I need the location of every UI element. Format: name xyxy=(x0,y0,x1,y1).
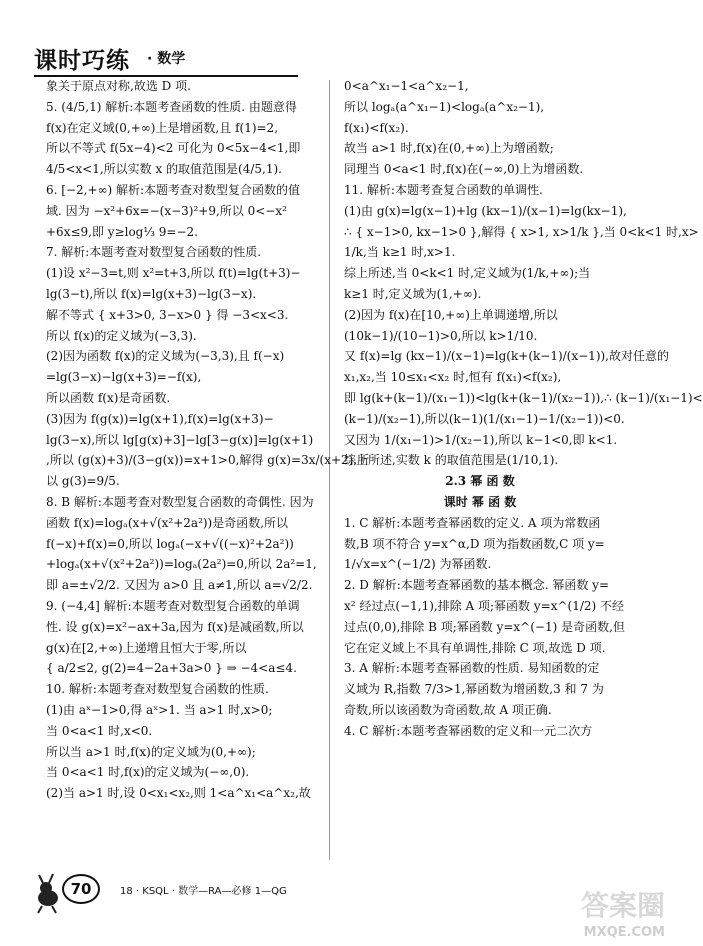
text-line: 义域为 R,指数 7/3>1,幂函数为增函数,3 和 7 为 xyxy=(344,682,604,697)
text-line: 4. C 解析:本题考查幂函数的定义和一元二次方 xyxy=(344,723,593,738)
text-line: 性. 设 g(x)=x²−ax+3a,因为 f(x)是减函数,所以 xyxy=(46,619,304,634)
left-column xyxy=(46,76,370,804)
text-line: 10. 解析:本题考查对数型复合函数的性质. xyxy=(46,682,269,697)
text-line: 2.3 幂 函 数 xyxy=(445,474,515,489)
text-line: lg(3−t),所以 f(x)=lg(x+3)−lg(3−x). xyxy=(46,286,257,301)
watermark-url: MXQE.COM xyxy=(583,925,665,940)
text-line: 2. D 解析:本题考查幂函数的基本概念. 幂函数 y= xyxy=(344,578,610,593)
text-line: 当 0<a<1 时,x<0. xyxy=(46,723,153,738)
book-code: 18 · KSQL · 数学—RA—必修 1—QG xyxy=(120,886,287,897)
page-number: 70 xyxy=(62,874,100,904)
text-line: 以 g(3)=9/5. xyxy=(46,474,120,489)
text-line: f(−x)+f(x)=0,所以 logₐ(−x+√((−x)²+2a²)) xyxy=(46,536,294,551)
text-line: 5. (4/5,1) 解析:本题考查函数的性质. 由题意得 xyxy=(46,99,297,114)
text-line: 1. C 解析:本题考查幂函数的定义. A 项为常数函 xyxy=(344,515,601,530)
text-line: 8. B 解析:本题考查对数型复合函数的奇偶性. 因为 xyxy=(46,494,314,509)
text-line: 函数 f(x)=logₐ(x+√(x²+2a²))是奇函数,所以 xyxy=(46,515,289,530)
text-line: 所以 logₐ(a^x₁−1)<logₐ(a^x₂−1), xyxy=(344,99,545,114)
text-line: (10k−1)/(10−1)>0,所以 k>1/10. xyxy=(344,328,538,343)
text-line: 所以函数 f(x)是奇函数. xyxy=(46,390,171,405)
watermark-text: 答案圈 xyxy=(580,889,665,922)
text-line: 又 f(x)=lg (kx−1)/(x−1)=lg(k+(k−1)/(x−1)),故对任意的 xyxy=(344,349,669,364)
text-line: (1)由 aˣ−1>0,得 aˣ>1. 当 a>1 时,x>0; xyxy=(46,702,273,717)
text-line: 它在定义域上不具有单调性,排除 C 项,故选 D 项. xyxy=(344,640,606,655)
brand-title xyxy=(34,42,130,75)
right-column xyxy=(344,76,703,742)
text-line: 11. 解析:本题考查复合函数的单调性. xyxy=(344,182,543,197)
text-line: lg(3−x),所以 lg[g(x)+3]−lg[3−g(x)]=lg(x+1) xyxy=(46,432,314,447)
text-line: k≥1 时,定义域为(1,+∞). xyxy=(344,286,482,301)
text-line: 9. (−4,4] 解析:本题考查对数型复合函数的单调 xyxy=(46,598,300,613)
text-line: 综上所述,当 0<k<1 时,定义域为(1/k,+∞);当 xyxy=(344,266,591,281)
watermark xyxy=(525,880,665,940)
text-line: { a/2≤2, g(2)=4−2a+3a>0 } ⇒ −4<a≤4. xyxy=(46,661,297,676)
page-header xyxy=(34,42,298,78)
text-line: (2)当 a>1 时,设 0<x₁<x₂,则 1<a^x₁<a^x₂,故 xyxy=(46,786,311,801)
text-line: 象关于原点对称,故选 D 项. xyxy=(46,79,191,93)
text-line: 即 a=±√2/2. 又因为 a>0 且 a≠1,所以 a=√2/2. xyxy=(46,578,313,593)
text-line: +6x≤9,即 y≥log⅓ 9=−2. xyxy=(46,224,198,239)
text-line: x₁,x₂,当 10≤x₁<x₂ 时,恒有 f(x₁)<f(x₂), xyxy=(344,370,562,385)
text-line: 解不等式 { x+3>0, 3−x>0 } 得 −3<x<3. xyxy=(46,307,289,322)
text-line: (1)设 x²−3=t,则 x²=t+3,所以 f(t)=lg(t+3)− xyxy=(46,266,301,281)
column-divider xyxy=(329,80,330,860)
text-line: ,所以 (g(x)+3)/(3−g(x))=x+1>0,解得 g(x)=3x/(x+2),所 xyxy=(46,453,370,468)
text-line: 课时 幂 函 数 xyxy=(443,494,517,509)
text-line: f(x)在定义域(0,+∞)上是增函数,且 f(1)=2, xyxy=(46,120,279,135)
text-line: 7. 解析:本题考查对数型复合函数的性质. xyxy=(46,245,262,260)
brand-text: 课时巧练 xyxy=(34,48,130,74)
text-line: ∴ { x−1>0, kx−1>0 },解得 { x>1, x>1/k },当 0<k<1 时,x> xyxy=(344,224,699,239)
text-line: =lg(3−x)−lg(x+3)=−f(x), xyxy=(46,370,202,385)
text-line: 综上所述,实数 k 的取值范围是(1/10,1). xyxy=(344,453,559,468)
text-line: 所以当 a>1 时,f(x)的定义域为(0,+∞); xyxy=(46,744,256,759)
text-line: (2)因为函数 f(x)的定义域为(−3,3),且 f(−x) xyxy=(46,349,285,364)
text-line: 3. A 解析:本题考查幂函数的性质. 易知函数的定 xyxy=(344,661,600,676)
text-line: 1/k,当 k≥1 时,x>1. xyxy=(344,245,456,260)
text-line: 1/√x=x^(−1/2) 为幂函数. xyxy=(344,557,492,572)
subject-label: · 数学 xyxy=(147,51,186,67)
text-line: 6. [−2,+∞) 解析:本题考查对数型复合函数的值 xyxy=(46,182,301,197)
text-line: 所以不等式 f(5x−4)<2 可化为 0<5x−4<1,即 xyxy=(46,141,301,156)
text-line: 域. 因为 −x²+6x=−(x−3)²+9,所以 0<−x² xyxy=(46,203,287,218)
text-line: g(x)在[2,+∞)上递增且恒大于零,所以 xyxy=(46,640,247,655)
text-line: x² 经过点(−1,1),排除 A 项;幂函数 y=x^(1/2) 不经 xyxy=(344,598,625,613)
text-line: (1)由 g(x)=lg(x−1)+lg (kx−1)/(x−1)=lg(kx−1), xyxy=(344,203,627,218)
text-line: 过点(0,0),排除 B 项;幂函数 y=x^(−1) 是奇函数,但 xyxy=(344,619,625,634)
text-line: f(x₁)<f(x₂). xyxy=(344,120,409,135)
text-line: 0<a^x₁−1<a^x₂−1, xyxy=(344,79,469,93)
text-line: 数,B 项不符合 y=x^α,D 项为指数函数,C 项 y= xyxy=(344,536,605,551)
text-line: 即 lg(k+(k−1)/(x₁−1))<lg(k+(k−1)/(x₂−1)),∴ (k−1)/(x₁−1)< xyxy=(344,390,703,405)
text-line: (2)因为 f(x)在[10,+∞)上单调递增,所以 xyxy=(344,307,558,322)
text-line: +logₐ(x+√(x²+2a²))=logₐ(2a²)=0,所以 2a²=1, xyxy=(46,557,317,572)
text-line: 当 0<a<1 时,f(x)的定义域为(−∞,0). xyxy=(46,765,250,780)
text-line: 4/5<x<1,所以实数 x 的取值范围是(4/5,1). xyxy=(46,162,282,177)
text-line: 所以 f(x)的定义域为(−3,3). xyxy=(46,328,197,343)
text-line: 又因为 1/(x₁−1)>1/(x₂−1),所以 k−1<0,即 k<1. xyxy=(344,432,618,447)
text-line: 故当 a>1 时,f(x)在(0,+∞)上为增函数; xyxy=(344,141,554,156)
text-line: 奇数,所以该函数为奇函数,故 A 项正确. xyxy=(344,702,552,717)
text-line: (k−1)/(x₂−1),所以(k−1)(1/(x₁−1)−1/(x₂−1))<0. xyxy=(344,411,625,426)
text-line: (3)因为 f(g(x))=lg(x+1),f(x)=lg(x+3)− xyxy=(46,411,274,426)
text-line: 同理当 0<a<1 时,f(x)在(−∞,0)上为增函数. xyxy=(344,162,584,177)
